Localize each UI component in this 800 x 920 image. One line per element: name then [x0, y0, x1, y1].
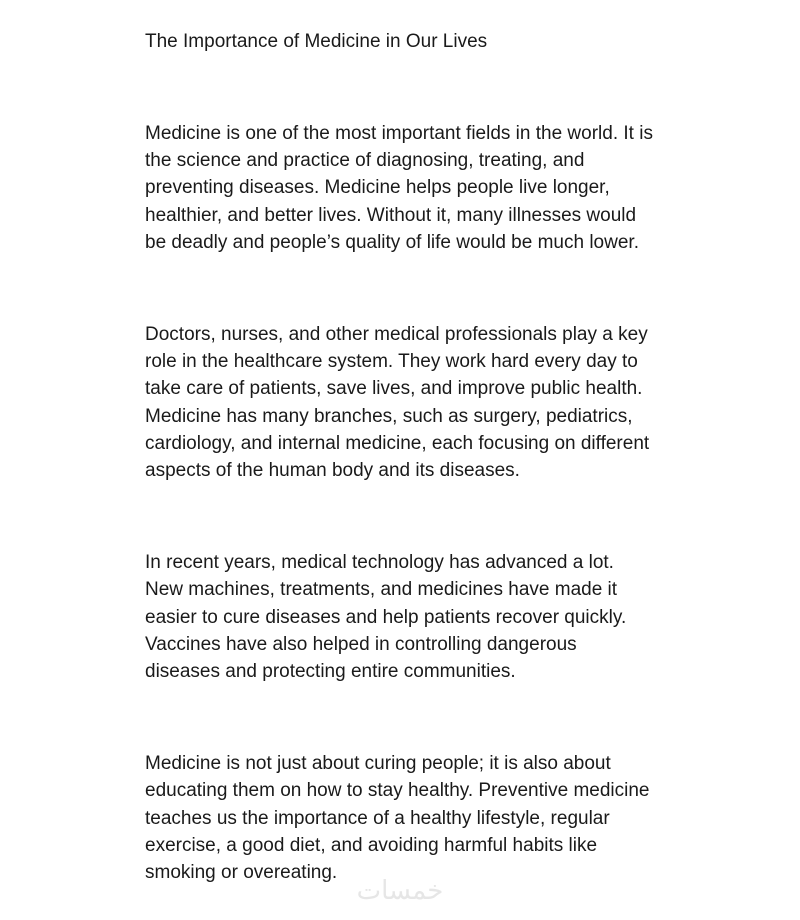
document-body	[145, 28, 655, 886]
paragraph-3: In recent years, medical technology has advanced a lot. New machines, treatments, and medicines have made it easier to cure diseases and help patients recover quickly. Vaccines have also helped in controlling dangerous diseases and protecting entire communities.	[145, 552, 627, 683]
watermark-logo: خمسات	[356, 876, 444, 906]
document-title: The Importance of Medicine in Our Lives	[145, 31, 488, 52]
paragraph-4: Medicine is not just about curing people; it is also about educating them on how to stay healthy. Preventive medicine teaches us the importance of a healthy lifestyle, regular exercise, a good diet, and avoiding harmful habits like smoking or overeating.	[145, 753, 650, 884]
paragraph-2: Doctors, nurses, and other medical professionals play a key role in the healthcare system. They work hard every day to take care of patients, save lives, and improve public health. Medicine has many branches, such as surgery, pediatrics, cardiology, and internal medicine, each focusing on different aspects of the human body and its diseases.	[145, 324, 650, 482]
paragraph-1: Medicine is one of the most important fields in the world. It is the science and practice of diagnosing, treating, and preventing diseases. Medicine helps people live longer, healthier, and better lives. Without it, many illnesses would be deadly and people’s quality of life would be much lower.	[145, 123, 653, 253]
